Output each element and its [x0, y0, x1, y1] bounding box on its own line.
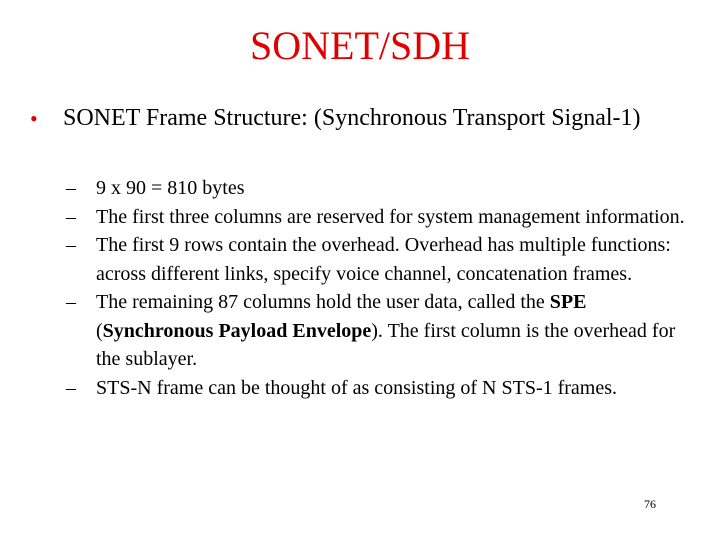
dash-marker: – [66, 291, 76, 313]
sub-bullet-item [66, 174, 696, 203]
sub-bullet-item [66, 288, 696, 374]
sub-bullet-item [66, 374, 696, 403]
spe-expansion: Synchronous Payload Envelope [102, 319, 372, 342]
sub-bullet-text-part: ). The first column is the overhead for the sublayer. [96, 319, 676, 370]
spe-term: SPE [549, 291, 587, 313]
sub-bullet-text-part: ( [96, 319, 103, 342]
page-number: 76 [644, 497, 656, 511]
sub-bullet-list [66, 174, 696, 402]
main-bullet [30, 102, 680, 135]
sub-bullet-text: The first three columns are reserved for system management information. [96, 205, 685, 228]
slide-title: SONET/SDH [249, 23, 471, 68]
sub-bullet-text: 9 x 90 = 810 bytes [96, 177, 245, 199]
sub-bullet-text-part: The remaining 87 columns hold the user data, called the [96, 291, 550, 313]
sub-bullet-item [66, 203, 696, 232]
dash-marker: – [66, 376, 76, 399]
sub-bullet-item [66, 231, 696, 288]
dash-marker: – [66, 234, 76, 256]
dash-marker: – [66, 205, 76, 228]
dash-marker: – [66, 177, 76, 199]
sub-bullet-text: STS-N frame can be thought of as consisting of N STS-1 frames. [96, 376, 618, 399]
main-bullet-text: SONET Frame Structure: (Synchronous Transport Signal-1) [63, 105, 641, 131]
bullet-marker: • [30, 106, 38, 131]
sub-bullet-text: The first 9 rows contain the overhead. Overhead has multiple functions: across different links, specify voice channel, concatenation frames. [96, 234, 671, 285]
